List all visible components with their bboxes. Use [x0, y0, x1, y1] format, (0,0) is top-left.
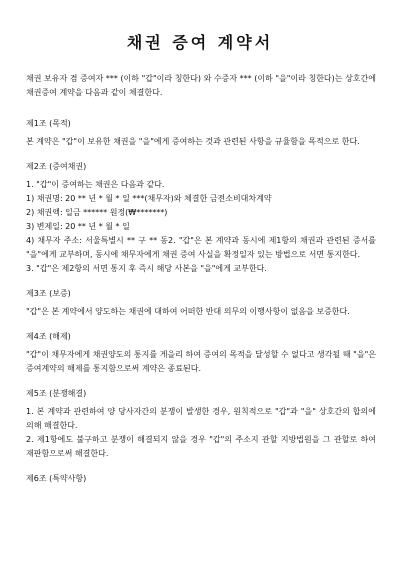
article-6: [26, 473, 376, 485]
article-1: [26, 118, 376, 149]
article-paragraph: 4) 채무자 주소: 서울특별시 ** 구 ** 동2. "갑"은 본 계약과 동시에 제1항의 채권과 관련된 증서를 "을"에게 교부하며, 동시에 채무자에게 채권 증여 사실을 확정일자 있는 방법으로 서면 통지한다.: [26, 236, 376, 259]
article-paragraph: 2) 채권액: 일금 ****** 원정(₩*******): [26, 208, 168, 217]
article-body: [26, 135, 376, 149]
article-paragraph: "갑"은 본 계약에서 양도하는 채권에 대하여 어떠한 반대 의무의 이행사항이 없음을 보증한다.: [26, 307, 350, 316]
article-body: [26, 305, 376, 319]
article-body: [26, 348, 376, 376]
article-title: 제5조 (분쟁해결): [26, 389, 87, 398]
article-body: [26, 405, 376, 461]
article-paragraph: "갑"이 채무자에게 채권양도의 통지를 게을리 하여 증여의 목적을 달성할 수 없다고 생각될 때 "을"은 증여계약의 해제를 통지함으로써 계약은 종료된다.: [26, 350, 376, 373]
article-title: 제1조 (목적): [26, 119, 71, 128]
article-title: 제4조 (해제): [26, 332, 71, 341]
article-paragraph: 1. "갑"이 증여하는 채권은 다음과 같다.: [26, 180, 165, 189]
article-3: [26, 288, 376, 319]
article-paragraph: 1. 본 계약과 관련하여 양 당사자간의 분쟁이 발생한 경우, 원칙적으로 "갑"과 "을" 상호간의 합의에 의해 해결한다.: [26, 407, 376, 430]
article-2: [26, 161, 376, 276]
article-title: 제3조 (보증): [26, 289, 71, 298]
article-title: 제2조 (증여채권): [26, 162, 87, 171]
intro-paragraph: 채권 보유자 겸 증여자 *** (이하 "갑"이라 칭한다) 와 수증자 *** (이하 "을"이라 칭한다)는 상호간에 채권증여 계약을 다음과 같이 체결한다.: [26, 74, 376, 97]
document-title: 채권 증여 계약서: [126, 33, 274, 52]
article-paragraph: 3) 변제일: 20 ** 년 * 월 * 일: [26, 222, 130, 231]
article-paragraph: 2. 제1항에도 불구하고 분쟁이 해결되지 않을 경우 "갑"의 주소지 관할 지방법원을 그 관할로 하여 재판함으로써 해결한다.: [26, 435, 376, 458]
article-title: 제6조 (특약사항): [26, 474, 87, 483]
article-body: [26, 178, 376, 276]
article-paragraph: 본 계약은 "갑"이 보유한 채권을 "을"에게 증여하는 것과 관련된 사항을 규율함을 목적으로 한다.: [26, 137, 360, 146]
document-content: [26, 72, 376, 497]
article-4: [26, 331, 376, 376]
article-paragraph: 1) 채권명: 20 ** 년 * 월 * 일 ***(채무자)와 체결한 금전소비대차계약: [26, 194, 272, 203]
article-paragraph: 3. "갑"은 제2항의 서면 통지 후 즉시 해당 사본을 "을"에게 교부한다.: [26, 264, 267, 273]
article-5: [26, 388, 376, 461]
